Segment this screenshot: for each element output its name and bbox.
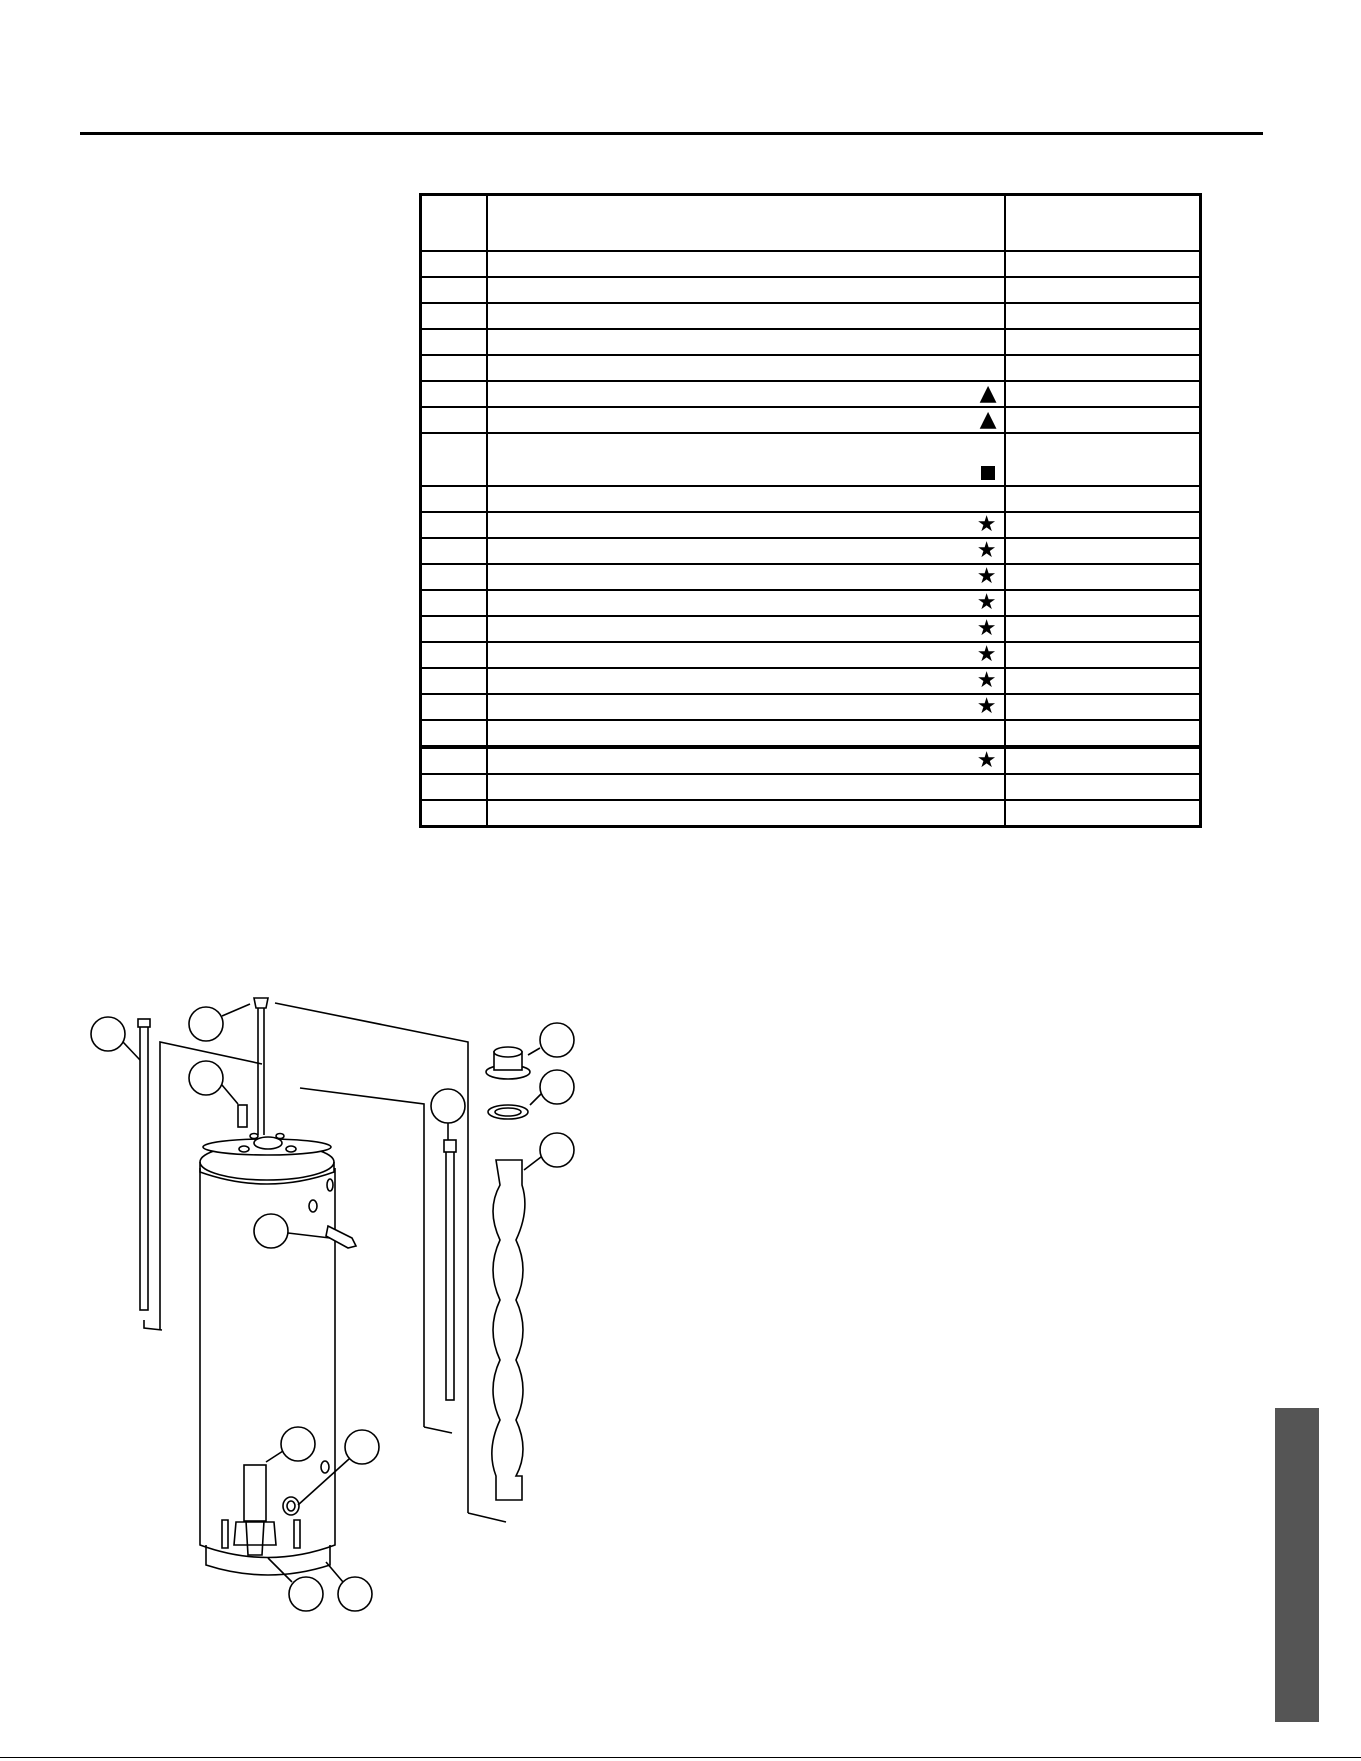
callout-ring: [540, 1070, 574, 1104]
anode-rod-left: [140, 1024, 148, 1310]
callout-anode-right: [431, 1089, 465, 1123]
star-icon: ★: [976, 512, 997, 537]
star-icon: ★: [976, 538, 997, 563]
star-icon: ★: [976, 590, 997, 615]
callout-burner-door: [289, 1577, 323, 1611]
star-icon: ★: [976, 694, 997, 719]
callout-draft-hood: [540, 1023, 574, 1057]
gas-valve: [244, 1465, 266, 1521]
callout-base: [338, 1577, 372, 1611]
callout-anode-left: [91, 1017, 125, 1051]
star-icon: ★: [976, 616, 997, 641]
gasket-ring: [488, 1105, 528, 1119]
triangle-icon: ▲: [979, 407, 997, 432]
callout-gas-valve: [281, 1427, 315, 1461]
star-icon: ★: [976, 668, 997, 693]
star-icon: ★: [976, 564, 997, 589]
callout-drain-valve: [345, 1430, 379, 1464]
flue-baffle: [492, 1160, 525, 1500]
callout-relief-valve: [254, 1214, 288, 1248]
triangle-icon: ▲: [979, 381, 997, 406]
dip-tube: [258, 1006, 264, 1135]
star-icon: ★: [976, 642, 997, 667]
callout-nipple: [189, 1061, 223, 1095]
callout-baffle: [540, 1133, 574, 1167]
star-icon: ★: [976, 748, 997, 773]
drain-valve: [283, 1497, 299, 1515]
nipple-fitting: [238, 1105, 247, 1127]
anode-rod-right: [446, 1150, 454, 1400]
callout-top-fitting: [189, 1007, 223, 1041]
